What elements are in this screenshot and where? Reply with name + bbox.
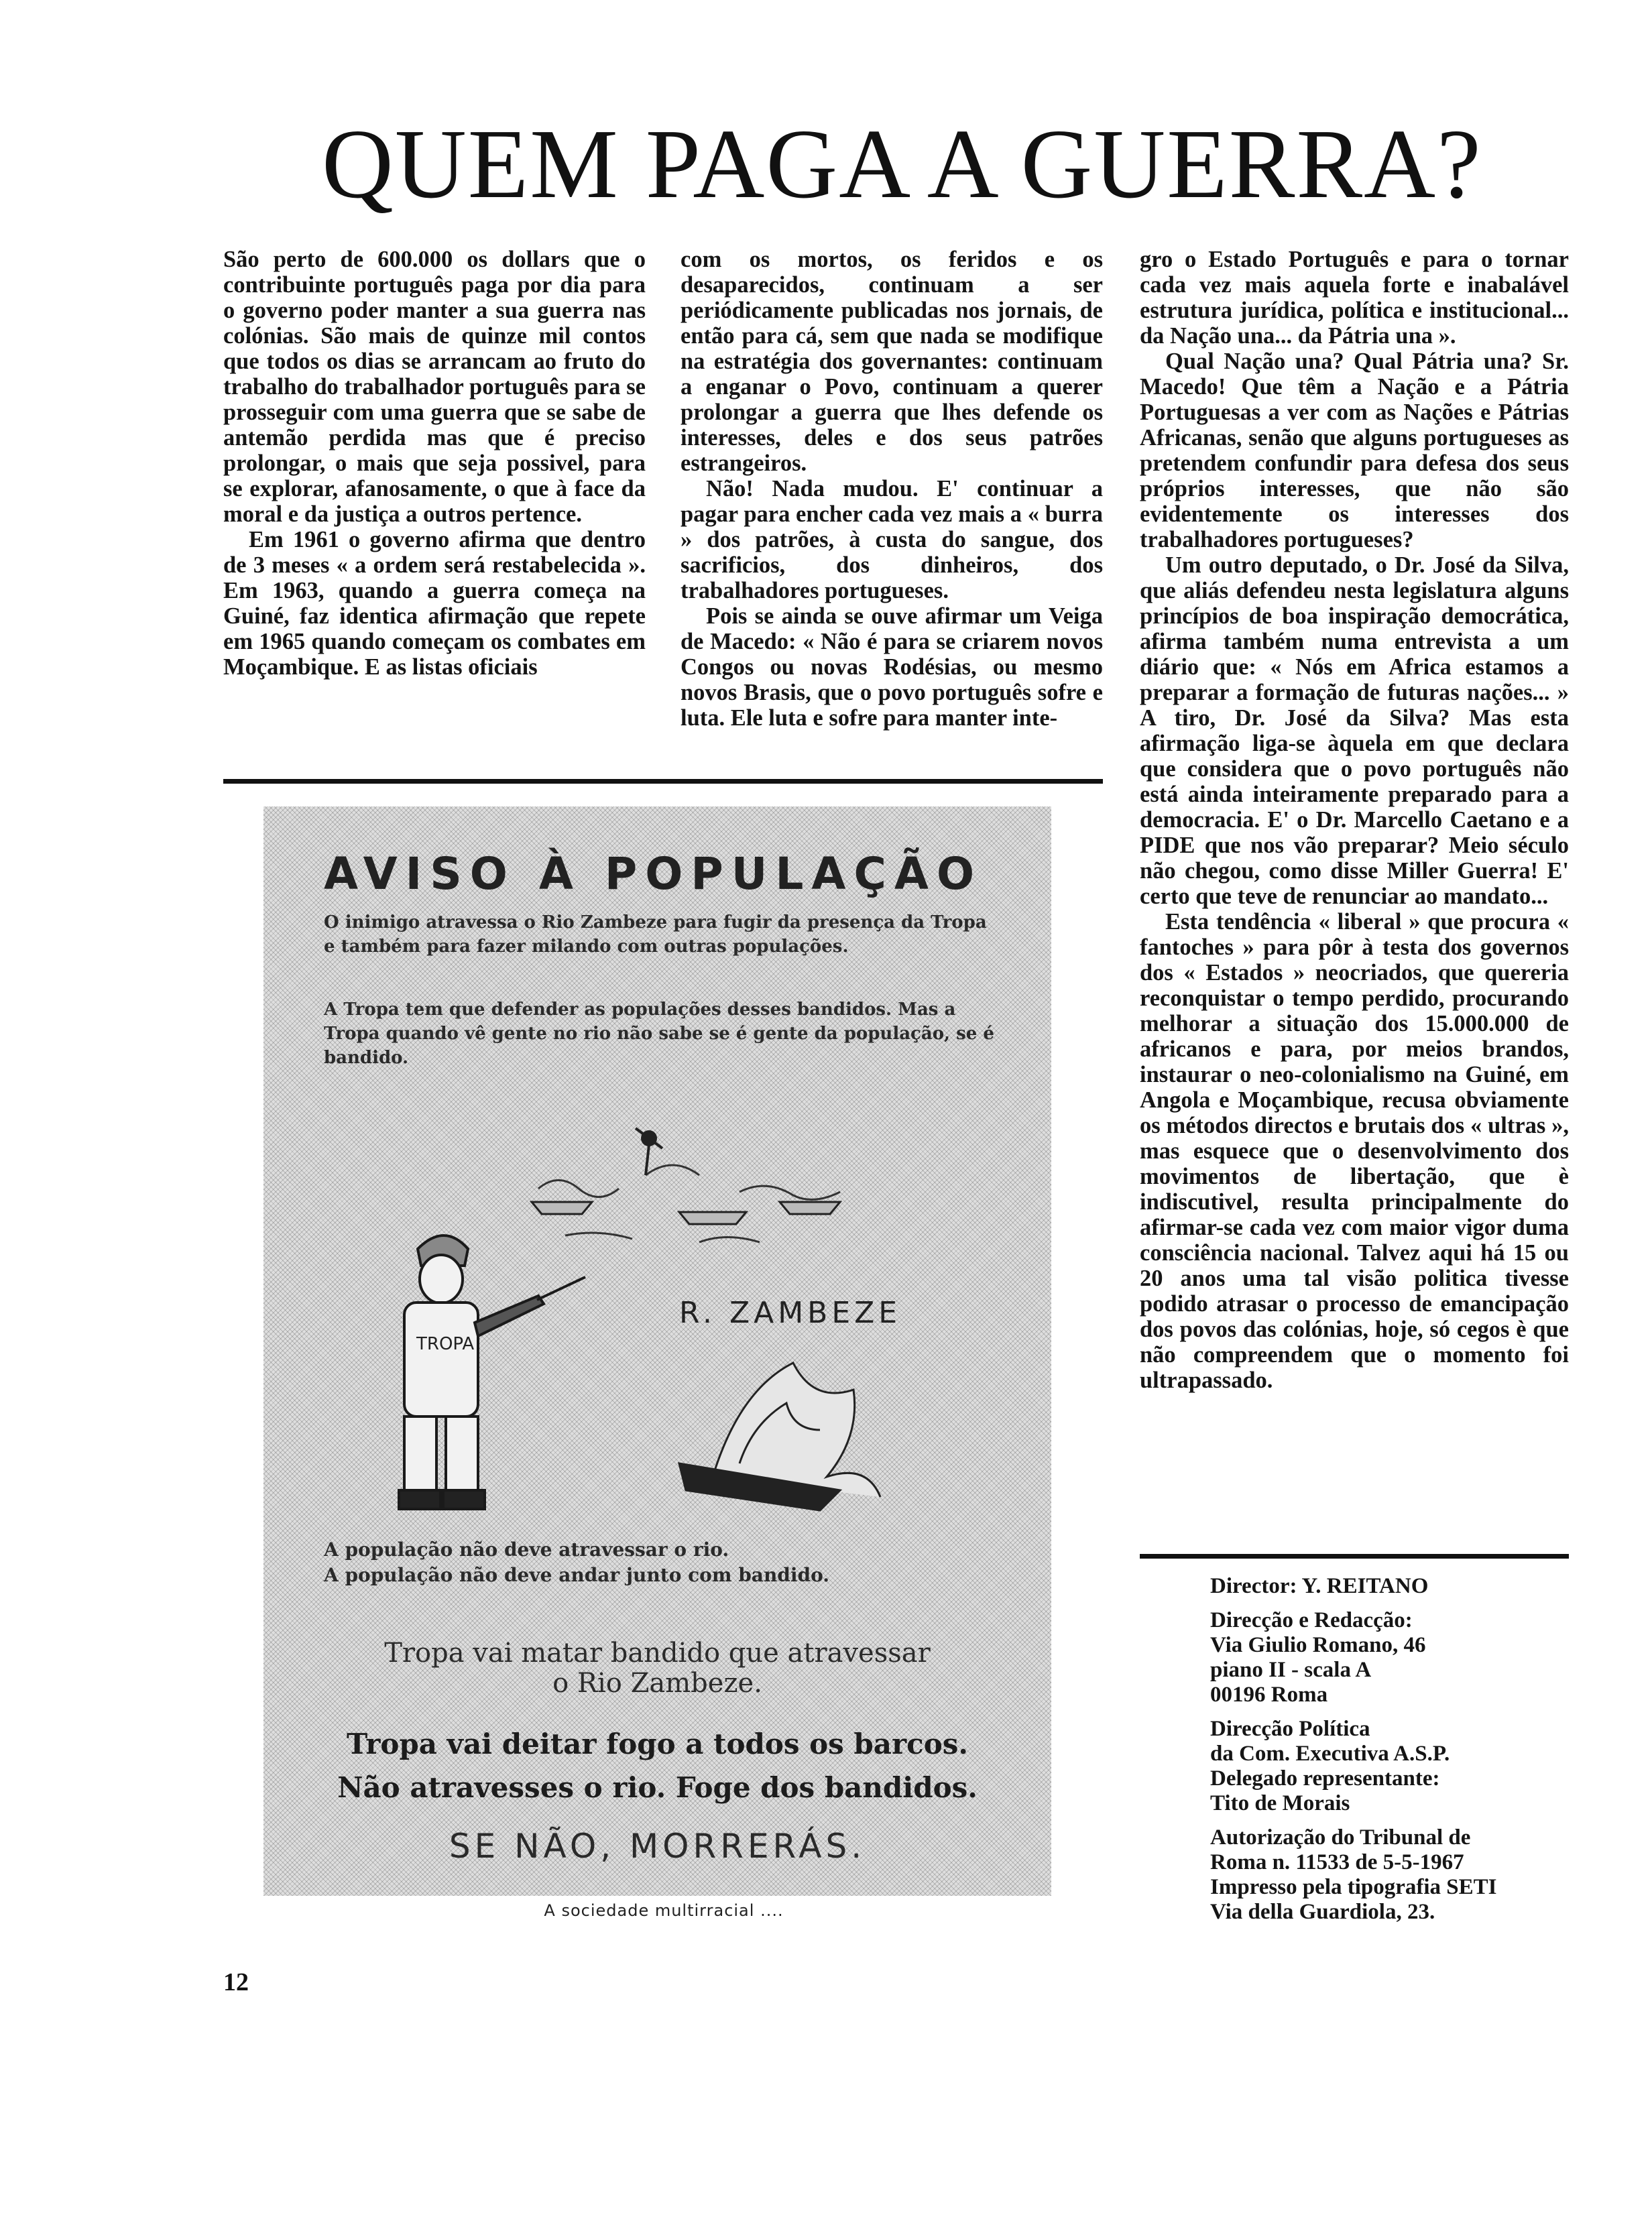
paragraph: gro o Estado Português e para o tornar cada vez mais aquela forte e inabalável estrutura jurídica, política e institucional... da Nação una... da Pátria una ». [1140,247,1569,349]
poster-threat-line: o Rio Zambeze. [552,1668,762,1699]
burning-boat [679,1363,880,1510]
page-number: 12 [223,1968,249,1996]
paragraph: com os mortos, os feridos e os desaparecidos, continuam a ser periódicamente publicadas nos jornais, de então para cá, sem que nada se modifique na estratégia dos governantes: continuam a enganar o Povo, continuam a querer prolongar a guerra que lhes defende os interesses, deles e dos seus patrões estrangeiros. [681,247,1103,476]
masthead-line: Via della Guardiola, 23. [1210,1900,1435,1924]
poster-threat-line: Tropa vai matar bandido que atravessar [384,1638,931,1669]
masthead-politica [1210,1717,1586,1816]
poster-closing-line: SE NÃO, MORRERÁS. [449,1827,866,1866]
masthead-line: da Com. Executiva A.S.P. [1210,1742,1450,1766]
masthead-line: Via Giulio Romano, 46 [1210,1633,1426,1657]
river-label: R. ZAMBEZE [679,1296,902,1330]
masthead-legal [1210,1825,1586,1925]
masthead-line: Tito de Morais [1210,1791,1350,1815]
poster-flee-line: Não atravesses o rio. Foge dos bandidos. [337,1771,978,1804]
poster-title: AVISO À POPULAÇÃO [324,848,983,900]
paragraph: Esta tendência « liberal » que procura « fantoches » para pôr à testa dos governos dos « Estados » neocriados, que quereria reconquistar o tempo perdido, procurando melhorar a situação dos 15.000.000 de africanos e para, por meios brandos, instaurar o neo-colonialismo na Guiné, em Angola e Moçambique, recusa obviamente os métodos directos e brutais dos « ultras », mas esquece que o desenvolvimento dos movimentos de libertação, que è indiscutivel, resulta principalmente do afirmar-se cada vez com maior vigor duma consciência nacional. Talvez aqui há 15 ou 20 anos uma tal visão politica tivesse podido atrasar o processo de emancipação dos povos das colónias, hoje, só cegos è que não compreendem que o momento foi ultrapassado. [1140,909,1569,1393]
paragraph: Em 1961 o governo afirma que dentro de 3 meses « a ordem será restabelecida ». Em 1963, quando a guerra começa na Guiné, faz identica afirmação que repete em 1965 quando começam os combates em Moçambique. E as listas oficiais [223,527,646,680]
masthead-director: Director: Y. REITANO [1210,1574,1429,1598]
masthead [1210,1574,1586,1934]
masthead-line: Direcção Política [1210,1717,1370,1741]
poster-warning-line: A população não deve andar junto com bandido. [324,1564,830,1586]
masthead-line: Direcção e Redacção: [1210,1608,1413,1632]
section-divider [223,779,1103,784]
soldier-figure [399,1235,585,1509]
poster-tropa-text: A Tropa tem que defender as populações desses bandidos. Mas a Tropa quando vê gente no rio não sabe se é gente da população, se é bandido. [324,1000,994,1068]
poster-warning-line: A população não deve atravessar o rio. [324,1539,729,1561]
article-column-2 [681,247,1103,731]
paragraph: Não! Nada mudou. E' continuar a pagar para encher cada vez mais a « burra » dos patrões, à custa do sangue, dos sacrificios, dos dinheiros, dos trabalhadores portugueses. [681,476,1103,603]
boats [532,1202,840,1224]
poster-image [263,806,1051,1896]
masthead-line: Roma n. 11533 de 5-5-1967 [1210,1850,1464,1874]
article-column-1 [223,247,646,680]
soldier-label: TROPA [416,1334,475,1354]
article-column-3 [1140,247,1569,1393]
article-headline: QUEM PAGA A GUERRA? [322,109,1482,219]
masthead-line: Autorização do Tribunal de [1210,1825,1471,1850]
poster-intro-text: O inimigo atravessa o Rio Zambeze para fugir da presença da Tropa e também para fazer milando com outras populações. [324,912,987,957]
paragraph: Pois se ainda se ouve afirmar um Veiga de Macedo: « Não é para se criarem novos Congos ou novas Rodésias, ou mesmo novos Brasis, que o povo português sofre e luta. Ele luta e sofre para manter inte- [681,603,1103,731]
masthead-editorial [1210,1608,1586,1707]
masthead-divider [1140,1554,1569,1559]
paragraph: Um outro deputado, o Dr. José da Silva, que aliás defendeu nesta legislatura alguns princípios de boa inspiração democrática, afirma também numa entrevista a um diário que: « Nós em Africa estamos a preparar a formação de futuras nações... » A tiro, Dr. José da Silva? Mas esta afirmação liga-se àquela em que declara que considera que o povo português não está ainda inteiramente preparado para a democracia. E' o Dr. Marcello Caetano e a PIDE que nos vão preparar? Meio século não chegou, como disse Miller Guerra! E' certo que teve de renunciar ao mandato... [1140,552,1569,909]
poster-warning [324,1537,994,1588]
masthead-line: Impresso pela tipografia SETI [1210,1875,1497,1899]
masthead-line: 00196 Roma [1210,1683,1328,1707]
paragraph: Qual Nação una? Qual Pátria una? Sr. Macedo! Que têm a Nação e a Pátria Portuguesas a ver com as Nações e Pátrias Africanas, senão que alguns portugueses as pretendem confundir para defesa dos seus próprios interesses, que não são evidentemente os interesses dos trabalhadores portugueses? [1140,349,1569,552]
masthead-line: piano II - scala A [1210,1658,1372,1682]
soldier-river-illustration [364,1101,967,1530]
paragraph: São perto de 600.000 os dollars que o contribuinte português paga por dia para o governo poder manter a sua guerra nas colónias. São mais de quinze mil contos que todos os dias se arrancam ao fruto do trabalho do trabalhador português para se prosseguir com uma guerra que se sabe de antemão perdida mas que é preciso prolongar, o mais que seja possivel, para se explorar, afanosamente, o que à face da moral e da justiça a outros pertence. [223,247,646,527]
poster-fire-line: Tropa vai deitar fogo a todos os barcos. [347,1728,968,1760]
masthead-line: Delegado representante: [1210,1766,1440,1791]
image-caption: A sociedade multirracial .... [544,1901,784,1920]
